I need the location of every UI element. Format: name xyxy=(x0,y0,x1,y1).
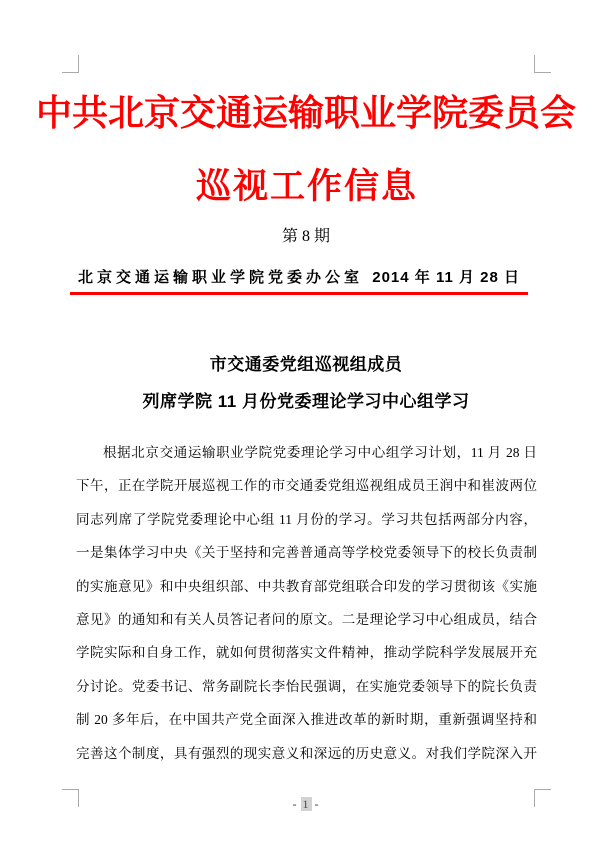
article-title-line2: 列席学院 11 月份党委理论学习中心组学习 xyxy=(142,392,470,411)
page-number xyxy=(0,797,612,812)
page-number-dash-left: - xyxy=(292,797,298,811)
page-number-value: 1 xyxy=(302,797,310,811)
body-text-line: 一是集体学习中央《关于坚持和完善普通高等学校党委领导下的校长负责制 xyxy=(76,545,537,561)
issue-number: 第 8 期 xyxy=(281,228,330,245)
body-text-line: 分讨论。党委书记、常务副院长李怡民强调，在实施党委领导下的院长负责 xyxy=(76,678,537,694)
masthead-subtitle: 巡视工作信息 xyxy=(195,167,418,206)
article-title-line1: 市交通委党组巡视组成员 xyxy=(209,355,403,374)
body-text-line: 完善这个制度，具有强烈的现实意义和深远的历史意义。对我们学院深入开 xyxy=(76,745,537,761)
body-text-line: 意见》的通知和有关人员答记者问的原文。二是理论学习中心组成员，结合 xyxy=(76,611,537,627)
publish-date: 2014 年 11 月 28 日 xyxy=(372,269,520,286)
article-body xyxy=(76,436,537,770)
margin-crop-mark-top-right xyxy=(534,55,551,73)
body-text-line: 的实施意见》和中央组织部、中共教育部党组联合印发的学习贯彻该《实施 xyxy=(76,578,537,594)
publisher-row xyxy=(70,266,528,295)
page-number-dash-right: - xyxy=(314,797,320,811)
body-text-line: 学院实际和自身工作，就如何贯彻落实文件精神，推动学院科学发展展开充 xyxy=(76,645,537,661)
body-text-line: 同志列席了学院党委理论中心组 11 月份的学习。学习共包括两部分内容， xyxy=(76,511,537,527)
body-text-line: 下午，正在学院开展巡视工作的市交通委党组巡视组成员王润中和崔波两位 xyxy=(76,478,537,494)
publisher-name: 北京交通运输职业学院党委办公室 xyxy=(78,269,364,286)
masthead-title: 中共北京交通运输职业学院委员会 xyxy=(35,93,576,133)
margin-crop-mark-top-left xyxy=(62,55,79,73)
body-text-line: 制 20 多年后，在中国共产党全面深入推进改革的新时期，重新强调坚持和 xyxy=(76,712,537,728)
body-text-line: 根据北京交通运输职业学院党委理论学习中心组学习计划，11 月 28 日 xyxy=(103,445,537,460)
